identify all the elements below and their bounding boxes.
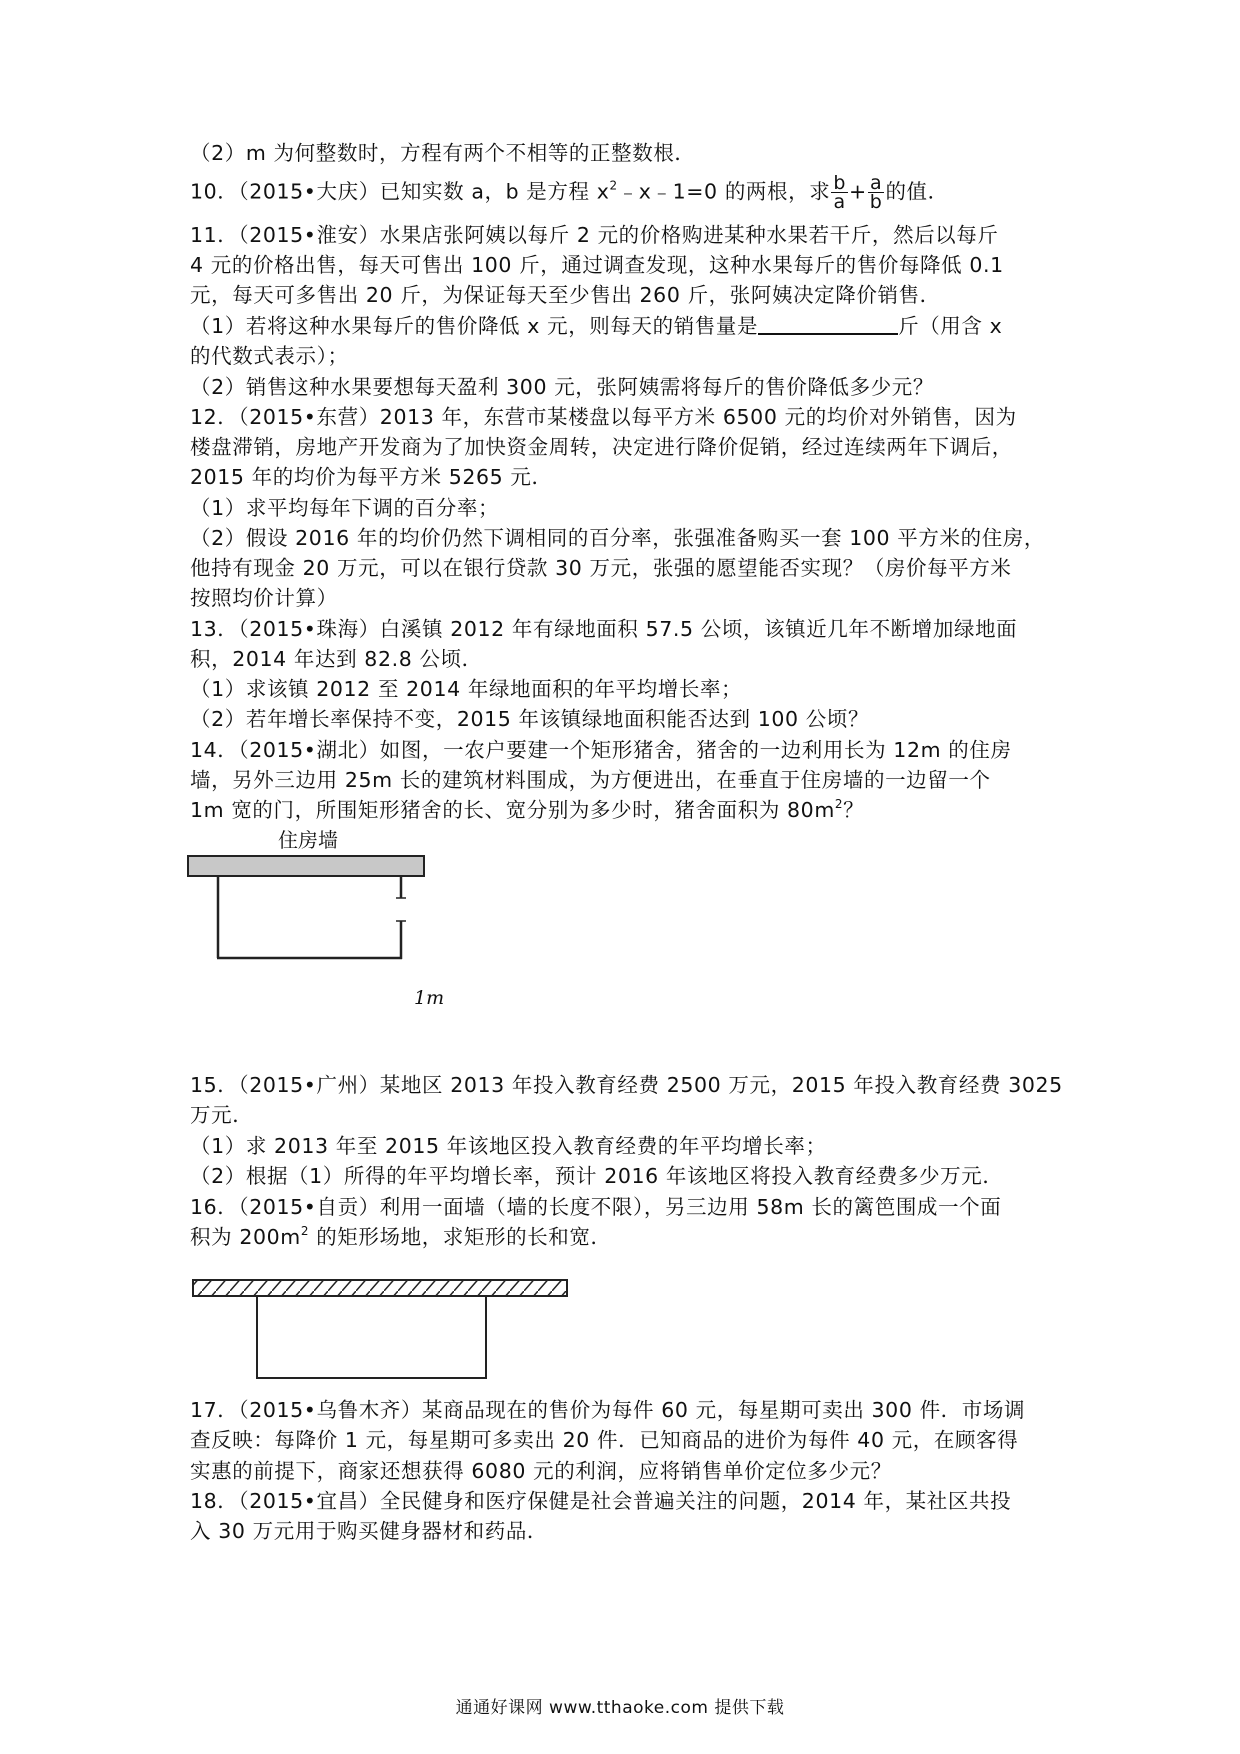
pig-shed-figure bbox=[180, 848, 450, 964]
q12-line1: 12．（2015•东营）2013 年，东营市某楼盘以每平方米 6500 元的均价对外销售，因为 bbox=[190, 405, 1017, 429]
q13-line2: 积，2014 年达到 82.8 公顷． bbox=[190, 647, 483, 671]
q14-line1: 14．（2015•湖北）如图，一农户要建一个矩形猪舍，猪舍的一边利用长为 12m 的住房 bbox=[190, 738, 1012, 762]
q13-part1: （1）求该镇 2012 至 2014 年绿地面积的年平均增长率； bbox=[190, 677, 743, 701]
fraction-numerator: a bbox=[869, 172, 883, 194]
q14-exponent: 2 bbox=[834, 797, 844, 811]
q11-line3: 元，每天可多售出 20 斤，为保证每天至少售出 260 斤，张阿姨决定降价销售． bbox=[190, 283, 941, 307]
q10-text-before: 10．（2015•大庆）已知实数 a，b 是方程 x bbox=[190, 179, 610, 204]
q11-part2: （2）销售这种水果要想每天盈利 300 元，张阿姨需将每斤的售价降低多少元？ bbox=[190, 375, 935, 399]
q9-part2: （2）m 为何整数时，方程有两个不相等的正整数根． bbox=[190, 141, 696, 165]
q15-part1: （1）求 2013 年至 2015 年该地区投入教育经费的年平均增长率； bbox=[190, 1134, 827, 1158]
q11-line2: 4 元的价格出售，每天可售出 100 斤，通过调查发现，这种水果每斤的售价每降低 0.1 bbox=[190, 253, 1004, 277]
q16-exponent: 2 bbox=[300, 1224, 310, 1238]
page-footer: 通通好课网 www.tthaoke.com 提供下载 bbox=[455, 1698, 785, 1718]
q16-line1: 16．（2015•自贡）利用一面墙（墙的长度不限），另三边用 58m 长的篱笆围成一个面 bbox=[190, 1195, 1002, 1219]
fraction-denominator: a bbox=[833, 191, 846, 213]
q11-part1-before: （1）若将这种水果每斤的售价降低 x 元，则每天的销售量是 bbox=[190, 314, 759, 338]
q15-line1: 15．（2015•广州）某地区 2013 年投入教育经费 2500 万元，2015 年投入教育经费 3025 bbox=[190, 1073, 1063, 1097]
fraction-b-over-a bbox=[831, 174, 848, 211]
q14-line2: 墙，另外三边用 25m 长的建筑材料围成，为方便进出，在垂直于住房墙的一边留一个 bbox=[190, 768, 991, 792]
q18-line1: 18．（2015•宜昌）全民健身和医疗保健是社会普遍关注的问题，2014 年，某社区共投 bbox=[190, 1489, 1012, 1513]
q11-part1-cont: 的代数式表示）； bbox=[190, 344, 349, 368]
q15-part2: （2）根据（1）所得的年平均增长率，预计 2016 年该地区将投入教育经费多少万元． bbox=[190, 1164, 1004, 1188]
q12-line2: 楼盘滞销，房地产开发商为了加快资金周转，决定进行降价促销，经过连续两年下调后， bbox=[190, 435, 1013, 459]
fraction-denominator: b bbox=[869, 191, 883, 213]
q10-text-after: 的值． bbox=[885, 179, 949, 204]
q17-line2: 查反映：每降价 1 元，每星期可多卖出 20 件．已知商品的进价为每件 40 元，在顾客得 bbox=[190, 1428, 1019, 1452]
q10-line bbox=[190, 174, 1060, 211]
q13-line1: 13．（2015•珠海）白溪镇 2012 年有绿地面积 57.5 公顷，该镇近几年不断增加绿地面 bbox=[190, 617, 1018, 641]
q16-line2-before: 积为 200m bbox=[190, 1225, 301, 1249]
answer-blank bbox=[758, 311, 898, 335]
q11-part1-after: 斤（用含 x bbox=[898, 314, 1003, 338]
q11-part1 bbox=[190, 311, 1060, 341]
q18-line2: 入 30 万元用于购买健身器材和药品． bbox=[190, 1519, 549, 1543]
q10-exponent: 2 bbox=[609, 178, 618, 193]
q12-part1: （1）求平均每年下调的百分率； bbox=[190, 496, 500, 520]
hatched-wall bbox=[193, 1280, 567, 1296]
q16-line2 bbox=[190, 1222, 1060, 1252]
q17-line3: 实惠的前提下，商家还想获得 6080 元的利润，应将销售单价定位多少元？ bbox=[190, 1459, 892, 1483]
q14-line3-after: ？ bbox=[843, 798, 865, 822]
q14-line3-before: 1m 宽的门，所围矩形猪舍的长、宽分别为多少时，猪舍面积为 80m bbox=[190, 798, 835, 822]
door-label: 1m bbox=[414, 987, 445, 1009]
q14-line3 bbox=[190, 795, 1060, 825]
q15-line2: 万元． bbox=[190, 1103, 254, 1127]
q17-line1: 17．（2015•乌鲁木齐）某商品现在的售价为每件 60 元，每星期可卖出 300 件．市场调 bbox=[190, 1398, 1026, 1422]
fraction-numerator: b bbox=[833, 172, 846, 194]
q16-line2-after: 的矩形场地，求矩形的长和宽． bbox=[309, 1225, 612, 1249]
q12-part2-cont2: 按照均价计算） bbox=[190, 586, 338, 610]
q12-line3: 2015 年的均价为每平方米 5265 元． bbox=[190, 465, 553, 489]
q11-line1: 11．（2015•淮安）水果店张阿姨以每斤 2 元的价格购进某种水果若干斤，然后以每斤 bbox=[190, 223, 999, 247]
q10-text-middle: ﹣x﹣1=0 的两根，求 bbox=[617, 179, 831, 204]
fraction-a-over-b bbox=[868, 174, 885, 211]
fence-figure bbox=[188, 1275, 574, 1383]
q12-part2: （2）假设 2016 年的均价仍然下调相同的百分率，张强准备购买一套 100 平方米的住房， bbox=[190, 526, 1046, 550]
wall-label: 住房墙 bbox=[278, 828, 338, 852]
q12-part2-cont1: 他持有现金 20 万元，可以在银行贷款 30 万元，张强的愿望能否实现？（房价每平方米 bbox=[190, 556, 1012, 580]
plus-sign: + bbox=[849, 179, 867, 204]
house-wall bbox=[188, 856, 424, 876]
q13-part2: （2）若年增长率保持不变，2015 年该镇绿地面积能否达到 100 公顷？ bbox=[190, 707, 870, 731]
